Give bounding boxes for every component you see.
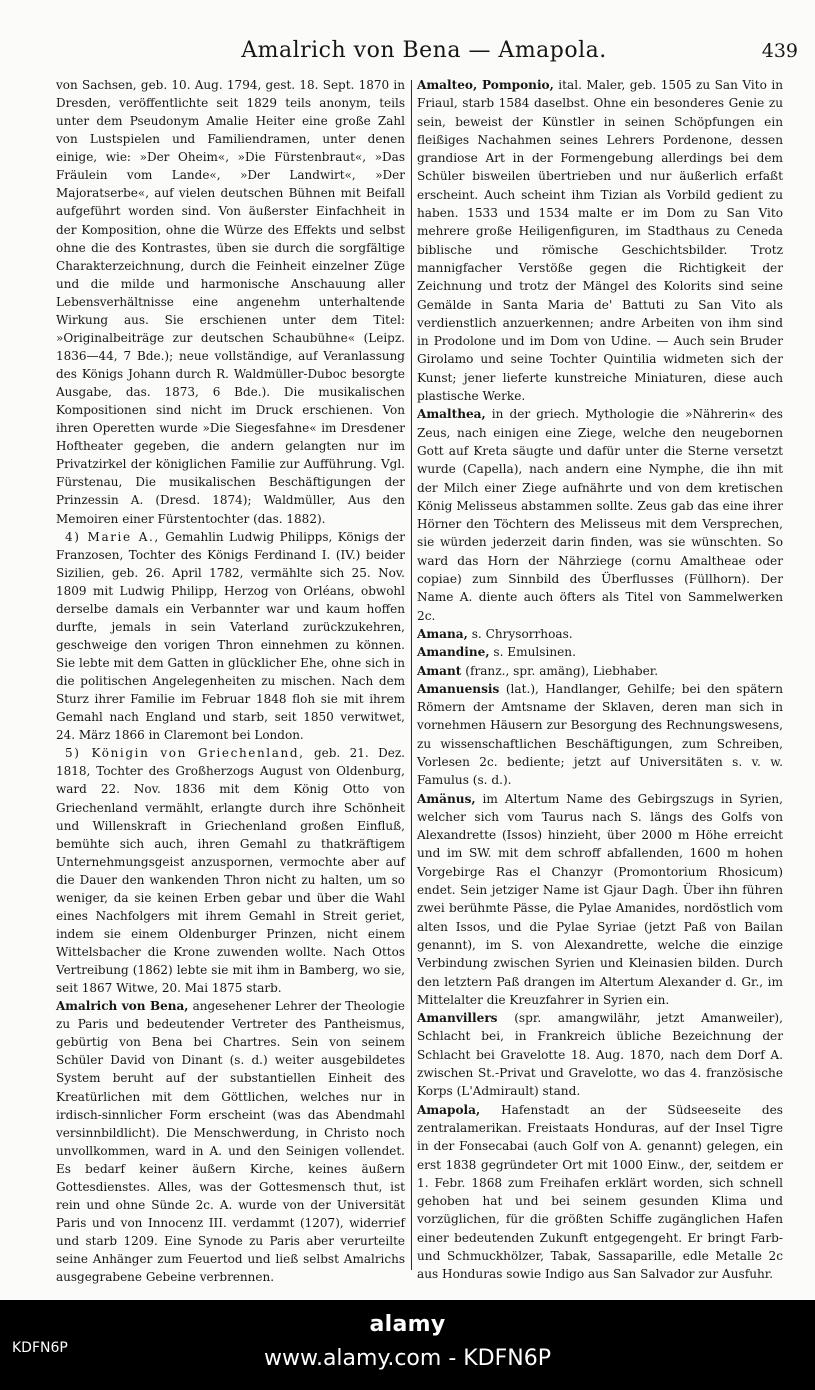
entry-amant: [417, 662, 783, 680]
entry-koenigin-griechenland: [56, 744, 405, 997]
right-column: [417, 76, 783, 1284]
entry-text: Gemahlin Ludwig Philipps, Königs der Franzosen, Tochter des Königs Ferdinand I. (IV.) beider Sizilien, geb. 26. April 1782, vermählte sich 25. Nov. 1809 mit Ludwig Philipp, Herzog von Orléans, obwohl derselbe damals ein Verbannter war und kaum hoffen durfte, jemals in sein Vaterland zurückzukehren, geschweige den vorigen Thron einnehmen zu können. Sie lebte mit dem Gatten in glücklicher Ehe, ohne sich in die politischen Angelegenheiten zu mischen. Nach dem Sturz ihrer Familie im Februar 1848 floh sie mit ihrem Gemahl nach England und starb, seit 1850 verwitwet, 24. März 1866 in Claremont bei London.: [56, 529, 405, 743]
entry-headword: Amanvillers: [417, 1011, 498, 1026]
entry-amanuensis: [417, 680, 783, 790]
entry-text: (franz., spr. amäng), Liebhaber.: [461, 663, 659, 678]
page-number: 439: [761, 40, 798, 62]
entry-headword: Amandine,: [417, 645, 490, 660]
image-id-label: KDFN6P: [12, 1340, 68, 1356]
column-divider: [411, 80, 412, 1270]
entry-marie-amalie: [56, 528, 405, 745]
entry-amalrich-von-bena: [56, 997, 405, 1286]
entry-headword: 4) Marie A.,: [65, 529, 160, 544]
entry-headword: Amant: [417, 663, 462, 678]
entry-headword: Amalrich von Bena,: [56, 999, 189, 1014]
entry-headword: Amänus,: [417, 791, 476, 806]
entry-text: (lat.), Handlanger, Gehilfe; bei den spätern Römern der Amtsname der Sklaven, deren man sich in vornehmen Häusern zur Besorgung des Rechnungswesens, zu wissenschaftlichen Beschäftigungen, zum Schreiben, Vorlesen 2c. bediente; jetzt auf Universitäten s. v. w. Famulus (s. d.).: [417, 681, 783, 788]
entry-headword: Amanuensis: [417, 681, 500, 696]
page-header: [50, 38, 798, 72]
entry-amana: [417, 625, 783, 643]
entry-amapola: [417, 1101, 783, 1284]
entry-text: (spr. amangwilähr, jetzt Amanweiler), Schlacht bei, in Frankreich übliche Bezeichnung der Schlacht bei Gravelotte 18. Aug. 1870, nach dem Dorf A. zwischen St.-Privat und Gravelotte, wo das 4. französische Korps (L'Admirault) stand.: [417, 1011, 783, 1099]
entry-amandine: [417, 643, 783, 661]
entry-amanvillers: [417, 1009, 783, 1100]
entry-headword: Amana,: [417, 626, 468, 641]
alamy-logo: alamy: [369, 1312, 446, 1337]
running-title: Amalrich von Bena — Amapola.: [241, 38, 607, 63]
entry-text: in der griech. Mythologie die »Nährerin« des Zeus, nach einigen eine Ziege, welche den neugebornen Gott auf Kreta säugte und dafür unter die Sterne versetzt wurde (Capella), nach andern eine Nymphe, die ihn mit der Milch einer Ziege aufnährte und von dem kretischen König Melisseus abstammen sollte. Zeus gab das eine ihrer Hörner den Töchtern des Melisseus mit dem Versprechen, sie würden jederzeit darin finden, was sie wünschten. So ward das Horn der Nährziege (cornu Amaltheae oder copiae) zum Sinnbild des Überflusses (Füllhorn). Der Name A. diente auch öfters als Titel von Sammelwerken 2c.: [417, 407, 783, 623]
entry-headword: 5) Königin von Griechenland,: [65, 746, 305, 761]
entry-headword: Amapola,: [417, 1102, 481, 1117]
entry-text: angesehener Lehrer der Theologie zu Paris und bedeutender Vertreter des Pantheismus, gebürtig von Bena bei Chartres. Sein von seinem Schüler David von Dinant (s. d.) weiter ausgebildetes System beruht auf der substantiellen Einheit des Kreatürlichen mit dem Göttlichen, welches nur in irdisch-sinnlicher Form erscheint (was das Abendmahl versinnbildlicht). Die Menschwerdung, in Christo noch unvollkommen, ward in A. und den Seinigen vollendet. Es bedarf keiner äußern Kirche, keines äußern Gottesdienstes. Alles, was der Gottesmensch thut, ist rein und ohne Sünde 2c. A. wurde von der Universität Paris und von Innocenz III. verdammt (1207), widerrief und starb 1209. Eine Synode zu Paris aber verurteilte seine Anhänger zum Feuertod und ließ selbst Amalrichs ausgegrabene Gebeine verbrennen.: [56, 999, 405, 1285]
entry-text: im Altertum Name des Gebirgszugs in Syrien, welcher sich vom Taurus nach S. längs des Golfs von Alexandrette (Issos) hinzieht, über 2000 m Höhe erreicht und im SW. mit dem schroff abfallenden, 1600 m hohen Vorgebirge Ras el Chanzyr (Promontorium Rhosicum) endet. Sein jetziger Name ist Gjaur Dagh. Über ihn führen zwei berühmte Pässe, die Pylae Amanides, nordöstlich vom alten Issos, und die Pylae Syriae (jetzt Paß von Bailan genannt), im S. von Alexandrette, welche die einzige Verbindung zwischen Syrien und Kleinasien bilden. Durch den letztern Paß drangen im Altertum Alexander d. Gr., im Mittelalter die Kreuzfahrer in Syrien ein.: [417, 791, 783, 1007]
entry-amalthea: [417, 405, 783, 625]
entry-text: geb. 21. Dez. 1818, Tochter des Großherzogs August von Oldenburg, ward 22. Nov. 1836 mit dem König Otto von Griechenland vermählt, erlangte durch ihre Schönheit und Willenskraft in Griechenland großen Einfluß, bemühte sich auch, ihren Gemahl zu thatkräftigem Unternehmungsgeist anzuspornen, vermochte aber auf die Dauer den wankenden Thron nicht zu halten, um so weniger, da sie keinen Erben gebar und über die Wahl eines Nachfolgers mit ihrem Gemahl in Streit geriet, indem sie einem Oldenburger Prinzen, nicht einem Wittelsbacher die Krone zuwenden wollte. Nach Ottos Vertreibung (1862) lebte sie mit ihm in Bamberg, wo sie, seit 1867 Witwe, 20. Mai 1875 starb.: [56, 746, 405, 996]
entry-text: ital. Maler, geb. 1505 zu San Vito in Friaul, starb 1584 daselbst. Ohne ein besonderes Genie zu sein, beweist der Künstler in seinen Schöpfungen ein fleißiges Nachahmen seines Lehrers Pordenone, dessen grandiose Art in der Formengebung allerdings bei dem Schüler bisweilen übertrieben und nur äußerlich erfaßt erscheint. Auch scheint ihm Tizian als Vorbild gedient zu haben. 1533 und 1534 malte er im Dom zu San Vito mehrere große Heiligenfiguren, im Stadthaus zu Ceneda biblische und römische Geschichtsbilder. Trotz mannigfacher Verstöße gegen die Richtigkeit der Zeichnung und trotz der Mängel des Kolorits sind seine Gemälde in Santa Maria de' Battuti zu San Vito als verdienstlich anzuerkennen; andre Arbeiten von ihm sind in Prodolone und im Dom von Udine. — Auch sein Bruder Girolamo und seine Tochter Quintilia widmeten sich der Kunst; jener lieferte kunstreiche Miniaturen, diese auch plastische Werke.: [417, 78, 783, 404]
entry-amanus: [417, 790, 783, 1010]
entry-text: s. Emulsinen.: [489, 645, 576, 660]
entry-text: s. Chrysorrhoas.: [467, 626, 573, 641]
stock-watermark-bar: [0, 1300, 815, 1390]
left-column: [56, 76, 405, 1286]
entry-headword: Amalteo, Pomponio,: [417, 78, 554, 92]
entry-amalteo: [417, 76, 783, 405]
entry-text: Hafenstadt an der Südseeseite des zentralamerikan. Freistaats Honduras, auf der Insel Tigre in der Fonsecabai (auch Golf von A. genannt) gelegen, ein erst 1838 gegründeter Ort mit 1000 Einw., der, seitdem er 1. Febr. 1868 zum Freihafen erklärt worden, sich schnell gehoben hat und bei seinem gesunden Klima und vorzüglichen, für die größten Schiffe zugänglichen Hafen einer bedeutenden Zukunft entgegengeht. Er bringt Farb- und Schmuckhölzer, Tabak, Sassaparille, edle Metalle 2c aus Honduras sowie Indigo aus San Salvador zur Ausfuhr.: [417, 1102, 783, 1282]
alamy-url: www.alamy.com - KDFN6P: [264, 1346, 551, 1371]
entry-continuation-text: von Sachsen, geb. 10. Aug. 1794, gest. 18. Sept. 1870 in Dresden, veröffentlichte seit 1829 teils anonym, teils unter dem Pseudonym Amalie Heiter eine große Zahl von Lustspielen und Familiendramen, unter denen einige, wie: »Der Oheim«, »Die Fürstenbraut«, »Das Fräulein vom Lande«, »Der Landwirt«, »Der Majoratserbe«, auf vielen deutschen Bühnen mit Beifall aufgeführt worden sind. Von äußerster Einfachheit in der Komposition, ohne die Würze des Effekts und selbst ohne die des Kontrastes, üben sie durch die sorgfältige Charakterzeichnung, durch die Feinheit einzelner Züge und die milde und harmonische Anschauung aller Lebensverhältnisse eine angenehm unterhaltende Wirkung aus. Sie erschienen unter dem Titel: »Originalbeiträge zur deutschen Schaubühne« (Leipz. 1836—44, 7 Bde.); neue vollständige, auf Veranlassung des Königs Johann durch R. Waldmüller-Duboc besorgte Ausgabe, das. 1873, 6 Bde.). Die musikalischen Kompositionen sind nicht im Druck erschienen. Von ihren Operetten wurde »Die Siegesfahne« im Dresdener Hoftheater gegeben, die andern gelangten nur im Privatzirkel der königlichen Familie zur Aufführung. Vgl. Fürstenau, Die musikalischen Beschäftigungen der Prinzessin A. (Dresd. 1874); Waldmüller, Aus den Memoiren einer Fürstentochter (das. 1882).: [56, 78, 405, 526]
entry-headword: Amalthea,: [417, 407, 486, 422]
